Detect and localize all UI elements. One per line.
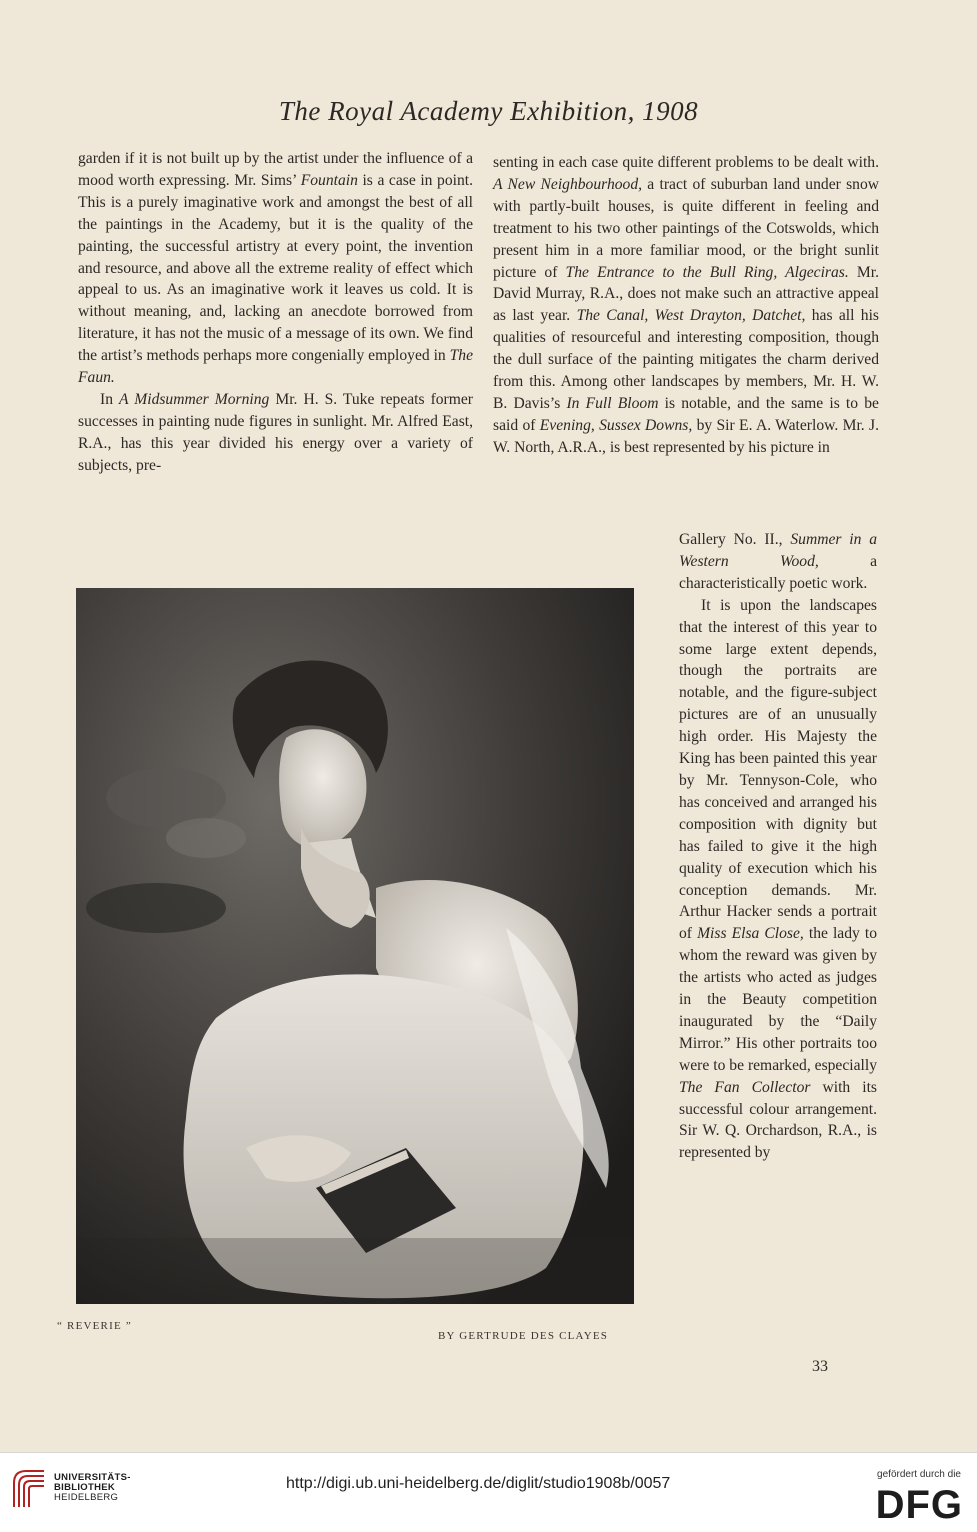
text-run: has all his qualities of resourceful and interesting composition, though the dull surface of the painting mitigates the charm derived from this. Among other landscapes by members, Mr. H. W. B. Davis’s xyxy=(493,307,879,412)
paragraph xyxy=(679,529,877,595)
text-run: with its successful colour arrangement. Sir W. Q. Orchardson, R.A., is represented by xyxy=(679,1078,877,1162)
italic-title: The Canal, West Drayton, Datchet, xyxy=(576,307,806,325)
text-run: In xyxy=(100,390,119,408)
text-run: by Sir E. A. Waterlow. Mr. J. W. North, A.R.A., is best represented by his picture in xyxy=(493,416,879,456)
dfg-logo: DFG xyxy=(875,1483,963,1527)
digital-copy-url[interactable]: http://digi.ub.uni-heidelberg.de/diglit/studio1908b/0057 xyxy=(286,1475,671,1492)
italic-title: In Full Bloom xyxy=(566,394,659,412)
italic-title: A New Neighbourhood, xyxy=(493,175,643,193)
text-run: Gallery No. II., xyxy=(679,531,791,548)
running-head: The Royal Academy Exhibition, 1908 xyxy=(278,96,699,126)
university-library-logo-icon xyxy=(10,1467,48,1511)
italic-title: The Fan Collector xyxy=(679,1078,811,1096)
plate-title-caption: “ REVERIE ” xyxy=(57,1320,132,1332)
text-run: Mr. H. S. Tuke repeats former successes in painting nude figures in sunlight. Mr. Alfred East, R.A., has this year divided his energy over a variety of subjects, pre- xyxy=(78,390,473,474)
paragraph xyxy=(493,152,879,459)
italic-title: The Entrance to the Bull Ring, Algeciras. xyxy=(565,263,849,281)
narrow-column xyxy=(679,529,877,1164)
italic-title: Summer in a Western Wood, xyxy=(679,531,877,570)
text-run: a characteristically poetic work. xyxy=(679,552,877,592)
left-column xyxy=(78,148,473,477)
italic-title: Miss Elsa Close, xyxy=(697,925,804,943)
italic-title: The Faun. xyxy=(78,347,473,387)
reverie-painting-illustration xyxy=(76,588,634,1304)
text-run: is notable, and the same is to be said of xyxy=(493,394,879,434)
text-run: It is upon the landscapes that the interest of this year to some large extent depends, though the portraits are notable, and the figure-subject pictures are of an unusually high order. His Majesty the King has been painted this year by Mr. Tennyson-Cole, who has conceived and arranged his composition with dignity but has failed to give it the high quality of execution which his conception demands. Mr. Arthur Hacker sends a portrait of xyxy=(679,596,877,943)
text-run: Mr. David Murray, R.A., does not make such an attractive appeal as last year. xyxy=(493,263,879,325)
funded-by-label: gefördert durch die xyxy=(877,1469,961,1480)
text-run: a tract of suburban land under snow with partly-built houses, is quite different in feeling and treatment to his two other paintings of the Cotswolds, which present him in a more familiar mood, or the bright sunlit picture of xyxy=(493,175,879,281)
digitization-footer xyxy=(0,1452,977,1532)
text-run: garden if it is not built up by the artist under the influence of a mood worth expressing. Mr. Sims’ xyxy=(78,150,473,189)
plate-artist-caption: BY GERTRUDE DES CLAYES xyxy=(438,1330,609,1342)
italic-title: A Midsummer Morning xyxy=(119,390,270,408)
italic-title: Fountain xyxy=(300,171,358,189)
text-run: is a case in point. This is a purely imaginative work and amongst the best of all the paintings in the Academy, but it is the quality of the painting, the successful artistry at every point, the invention and resource, and above all the extreme reality of effect which appeal to us. As an imaginative work it leaves us cold. It is without meaning, and, lacking an anecdote borrowed from literature, it has not the music of a message of its own. We find the artist’s methods perhaps more congenially employed in xyxy=(78,171,473,365)
text-run: the lady to whom the reward was given by the artists who acted as judges in the Beauty competition inaugurated by the “Daily Mirror.” His other portraits too were to be remarked, especially xyxy=(679,925,878,1074)
page-number: 33 xyxy=(812,1358,828,1375)
paragraph xyxy=(78,148,473,389)
university-library-name: UNIVERSITÄTS- BIBLIOTHEK HEIDELBERG xyxy=(54,1472,131,1503)
right-column xyxy=(493,152,879,459)
text-run: senting in each case quite different problems to be dealt with. xyxy=(493,154,879,171)
paragraph xyxy=(679,595,877,1165)
paragraph xyxy=(78,389,473,477)
italic-title: Evening, Sussex Downs, xyxy=(539,416,693,434)
